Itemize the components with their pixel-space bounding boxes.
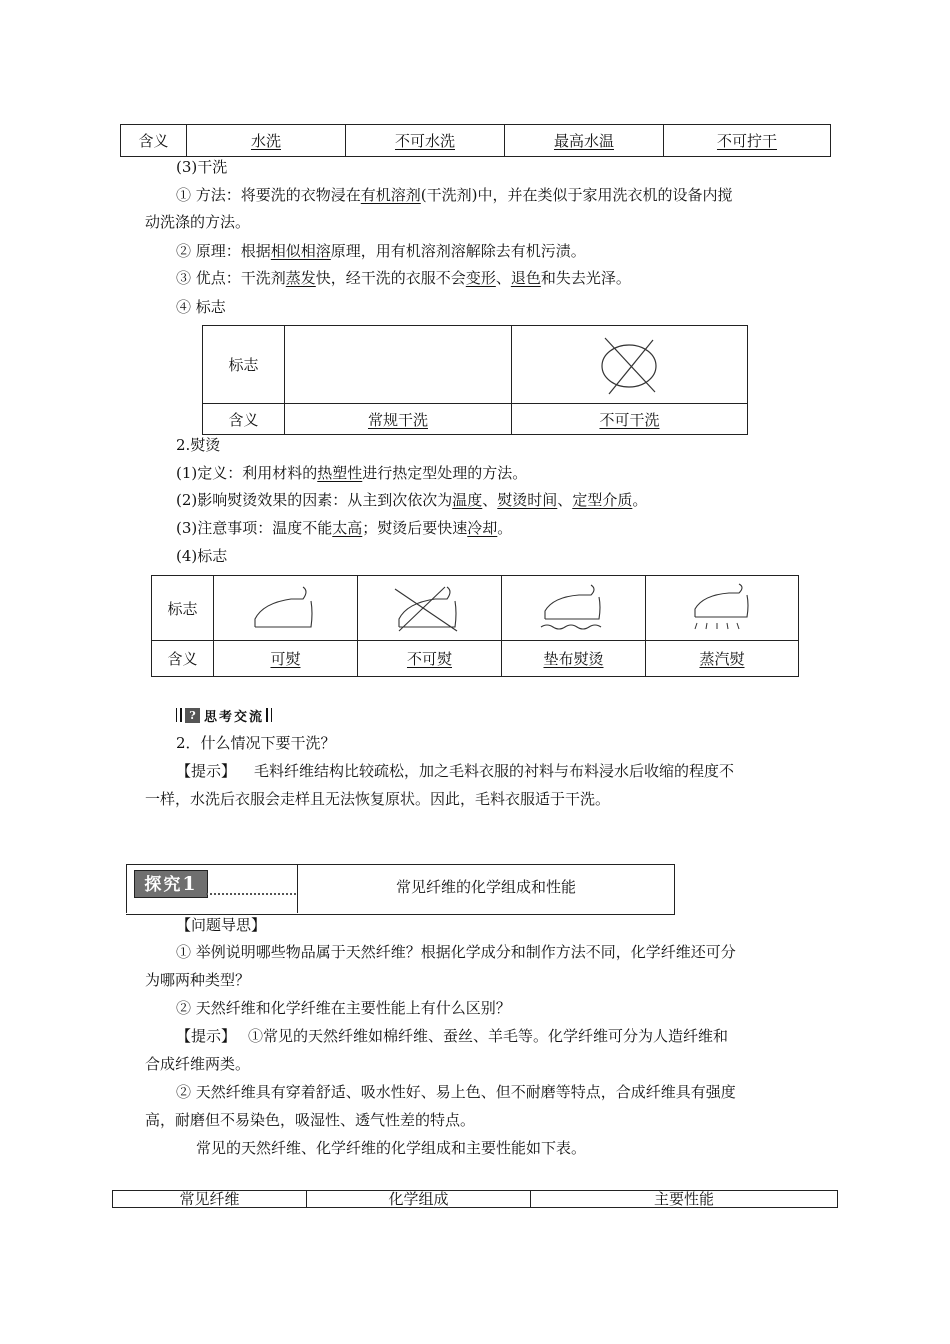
method-line-cont: 动洗涤的方法。 — [145, 213, 251, 231]
cell-max-temp: 最高水温 — [505, 125, 664, 157]
iron-sign-heading: (4)标志 — [176, 547, 228, 565]
sign-no-dry — [512, 326, 748, 404]
no-dry-clean-icon — [595, 332, 665, 398]
cell-wash: 水洗 — [187, 125, 346, 157]
cell-no-iron: 不可熨 — [358, 641, 502, 677]
cell-normal-dry: 常规干洗 — [285, 404, 512, 435]
method-line: ① 方法：将要洗的衣物浸在有机溶剂(干洗剂)中，并在类似于家用洗衣机的设备内搅 — [176, 186, 733, 204]
think-badge: ? 思考交流 — [176, 706, 272, 724]
explore-dotted-line — [206, 893, 296, 895]
q2-line: ② 天然纤维和化学纤维在主要性能上有什么区别？ — [176, 999, 511, 1017]
definition-line: (1)定义：利用材料的热塑性进行热定型处理的方法。 — [176, 464, 528, 482]
fiber-table — [112, 1190, 838, 1208]
hint2-line1: ② 天然纤维具有穿着舒适、吸水性好、易上色、但不耐磨等特点，合成纤维具有强度 — [176, 1083, 736, 1101]
wash-meaning-table — [120, 124, 831, 157]
steam-iron-icon — [677, 583, 767, 633]
guide-heading: 【问题导思】 — [176, 916, 267, 934]
cell-steam-iron: 蒸汽熨 — [646, 641, 799, 677]
dry-clean-sign-table — [202, 325, 748, 435]
hint1-line1: 【提示】 ①常见的天然纤维如棉纤维、蚕丝、羊毛等。化学纤维可分为人造纤维和 — [176, 1027, 729, 1045]
no-iron-icon — [385, 583, 475, 633]
cell-no-dry: 不可干洗 — [512, 404, 748, 435]
factors-line: (2)影响熨烫效果的因素：从主到次依次为温度、熨烫时间、定型介质。 — [176, 491, 648, 509]
iron-sign-table — [151, 575, 799, 677]
hint1-line2: 合成纤维两类。 — [145, 1055, 251, 1073]
cloth-iron-icon — [529, 583, 619, 633]
header-performance: 主要性能 — [531, 1191, 838, 1208]
sign-cloth-iron — [502, 576, 646, 641]
double-bar-left-icon — [176, 708, 182, 722]
cell-no-wring: 不可拧干 — [664, 125, 831, 157]
q1-line1: ① 举例说明哪些物品属于天然纤维？根据化学成分和制作方法不同，化学纤维还可分 — [176, 943, 736, 961]
double-bar-right-icon — [266, 708, 272, 722]
sign-normal-dry — [285, 326, 512, 404]
explore-badge: 探究1 — [134, 870, 208, 898]
ironing-heading: 2.熨烫 — [176, 436, 221, 454]
iron-icon — [241, 583, 331, 633]
sign-iron — [214, 576, 358, 641]
dry-sign-heading: ④ 标志 — [176, 298, 226, 316]
cell-cloth-iron: 垫布熨烫 — [502, 641, 646, 677]
hint2-line2: 高，耐磨但不易染色，吸湿性、透气性差的特点。 — [145, 1111, 476, 1129]
row-label-sign: 标志 — [152, 576, 214, 641]
q1-line2: 为哪两种类型？ — [145, 971, 251, 989]
principle-line: ② 原理：根据相似相溶原理，用有机溶剂溶解除去有机污渍。 — [176, 242, 586, 260]
row-label-sign: 标志 — [203, 326, 285, 404]
row-label-meaning: 含义 — [203, 404, 285, 435]
cell-no-wash: 不可水洗 — [346, 125, 505, 157]
advantage-line: ③ 优点：干洗剂蒸发快，经干洗的衣服不会变形、退色和失去光泽。 — [176, 269, 631, 287]
explore-title: 常见纤维的化学组成和性能 — [395, 878, 576, 896]
sign-steam-iron — [646, 576, 799, 641]
header-fiber: 常见纤维 — [113, 1191, 307, 1208]
header-composition: 化学组成 — [307, 1191, 531, 1208]
sign-no-iron — [358, 576, 502, 641]
cell-iron: 可熨 — [214, 641, 358, 677]
row-label: 含义 — [121, 125, 187, 157]
question-icon: ? — [185, 708, 200, 723]
think-hint-line1: 【提示】 毛料纤维结构比较疏松，加之毛料衣服的衬料与布料浸水后收缩的程度不 — [176, 762, 735, 780]
dry-clean-heading: (3)干洗 — [176, 158, 228, 176]
notes-line: (3)注意事项：温度不能太高；熨烫后要快速冷却。 — [176, 519, 513, 537]
table-intro: 常见的天然纤维、化学纤维的化学组成和主要性能如下表。 — [196, 1139, 587, 1157]
think-question: 2．什么情况下要干洗？ — [176, 734, 336, 752]
think-hint-line2: 一样，水洗后衣服会走样且无法恢复原状。因此，毛料衣服适于干洗。 — [145, 790, 611, 808]
row-label-meaning: 含义 — [152, 641, 214, 677]
